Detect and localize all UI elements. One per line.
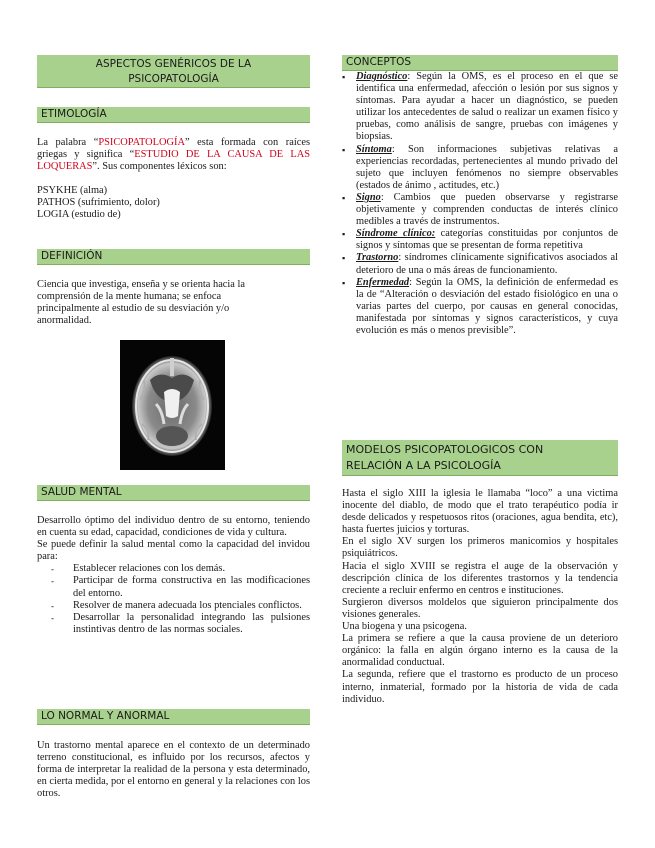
modelos-paragraph: La segunda, refiere que el trastorno es producto de un proceso interno, inmaterial, formado por la historia de vida de cada individuo. (342, 669, 618, 705)
concept-sintoma: ▪ Síntoma: Son informaciones subjetivas relativas a experiencias recordadas, pertenecientes al mundo privado del sujeto que incluyen fenómenos no siempre observables (estados de ánimo , actitudes, etc.) (342, 144, 618, 192)
normal-anormal-heading: LO NORMAL Y ANORMAL (37, 709, 310, 725)
concept-signo: ▪ Signo: Cambios que pueden observarse y registrarse objetivamente y comprenden conductas de interés clínico medibles a través de instrumentos. (342, 192, 618, 228)
salud-mental-heading: SALUD MENTAL (37, 485, 310, 501)
list-item: PSYKHE (alma) (37, 185, 108, 196)
normal-anormal-paragraph: Un trastorno mental aparece en el contexto de un determinado terreno constitucional, es influido por los recursos, afectos y forma de interpretar la realidad de la persona y esta determinado, en cierta medida, por el entorno en general y la relaciones con los otros. (37, 740, 310, 800)
modelos-heading-line1: MODELOS PSICOPATOLOGICOS CON (346, 443, 544, 456)
concept-sindrome-clinico: ▪ Síndrome clínico: categorías constituidas por conjuntos de signos y síntomas que se presentan de forma repetitiva (342, 228, 618, 252)
list-item: - Resolver de manera adecuada los ptenciales conflictos. (37, 600, 310, 612)
brain-mri-image (120, 340, 225, 470)
etimologia-list (37, 185, 310, 221)
concept-diagnostico: ▪ Diagnóstico: Según la OMS, es el proceso en el que se identifica una enfermedad, afección o lesión por sus signos y síntomas. Para ayudar a hacer un diagnóstico, se pueden utilizar los antecedentes de salud o realizar un examen físico y pruebas, como análisis de sangre, pruebas con imágenes y biopsias. (342, 71, 618, 144)
list-item: LOGIA (estudio de) (37, 209, 121, 221)
word-psicopatologia: PSICOPATOLOGÍA (98, 137, 185, 148)
list-item: - Desarrollar la personalidad integrando las pulsiones instintivas dentro de las normas sociales. (37, 612, 310, 636)
concept-trastorno: ▪ Trastorno: síndromes clínicamente significativos asociados al deterioro de una o más áreas de funcionamiento. (342, 252, 618, 276)
modelos-paragraph: En el siglo XV surgen los primeros manicomios y hospitales psiquiátricos. (342, 536, 618, 560)
list-item: PATHOS (sufrimiento, dolor) (37, 197, 160, 209)
definicion-heading: DEFINICIÓN (37, 249, 310, 265)
main-title (37, 55, 310, 88)
conceptos-heading: CONCEPTOS (342, 55, 618, 71)
salud-mental-content (37, 515, 310, 636)
main-title-line2: PSICOPATOLOGÍA (128, 73, 219, 85)
modelos-paragraph: La primera se refiere a que la causa proviene de un deterioro orgánico: la falla en algún órgano interno es la causa de la anormalidad conductual. (342, 633, 618, 669)
salud-paragraph-2: Se puede definir la salud mental como la capacidad del invidou para: (37, 539, 310, 563)
list-item: - Establecer relaciones con los demás. (37, 563, 310, 575)
concept-enfermedad: ▪ Enfermedad: Según la OMS, la definición de enfermedad es la de “Alteración o desviación del estado fisiológico en una o varias partes del cuerpo, por causas en general conocidas, manifestada por síntomas y signos característicos, y cuya evolución es más o menos previsible”. (342, 277, 618, 337)
etimologia-paragraph: La palabra “PSICOPATOLOGÍA” esta formada con raíces griegas y significa “ESTUDIO DE LA CAUSA DE LAS LOQUERAS”. Sus componentes léxicos son: (37, 137, 310, 173)
salud-paragraph-1: Desarrollo óptimo del individuo dentro de su entorno, teniendo en cuenta su edad, capacidad, condiciones de vida y cultura. (37, 515, 310, 539)
modelos-paragraph: Una biogena y una psicogena. (342, 621, 467, 633)
modelos-heading-line2: RELACIÓN A LA PSICOLOGÍA (346, 459, 501, 472)
modelos-paragraph: Hacia el siglo XVIII se registra el auge de la observación y descripción clínica de los diferentes trastornos y la tendencia creciente a recluir enfermo en centros e instituciones. (342, 560, 618, 596)
main-title-line1: ASPECTOS GENÉRICOS DE LA (95, 58, 252, 70)
modelos-content (342, 488, 618, 706)
etimologia-heading: ETIMOLOGÍA (37, 107, 310, 123)
conceptos-list (342, 71, 618, 337)
brain-mri-drawing (120, 340, 225, 470)
modelos-paragraph: Hasta el siglo XIII la iglesia le llamaba “loco” a una victima inocente del diablo, de modo que el trato terapéutico podía ir desde delicados y respetuosos ritos (oraciones, agua bendita, etc), hasta fuertes juicios y torturas. (342, 488, 618, 536)
modelos-paragraph: Surgieron diversos moldelos que siguieron principalmente dos visiones generales. (342, 596, 618, 620)
meaning-text: ESTUDIO DE LA CAUSA DE LAS LOQUERAS (37, 149, 310, 173)
definicion-paragraph: Ciencia que investiga, enseña y se orienta hacia la comprensión de la mente humana; se enfoca principalmente al estudio de su desviación y/o anormalidad. (37, 279, 246, 327)
list-item: - Participar de forma constructiva en las modificaciones del entorno. (37, 575, 310, 599)
modelos-heading (342, 440, 618, 476)
